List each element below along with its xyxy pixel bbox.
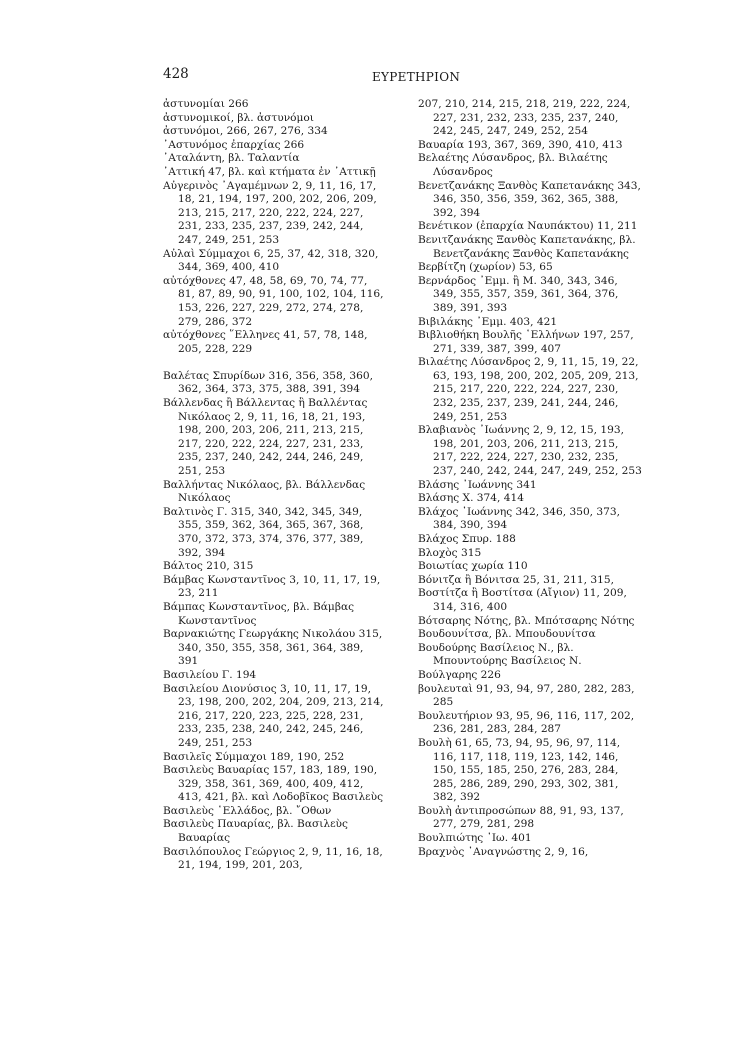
index-entry: Βάλτος 210, 315 xyxy=(163,560,254,573)
index-entry: Βελαέτης Λύσανδρος, βλ. Βιλαέτης Λύσανδρος xyxy=(418,152,608,178)
index-entry: Βάλλενδας ἢ Βάλλεντας ἢ Βαλλέντας Νικόλαος 2, 9, 11, 16, 18, 21, 193, 198, 200, 203, 206, 211, 213, 215, 217, 220, 222, 224, 227, 231, 233, 235, 237, 240, 242, 244, 246, 249, 251, 253 xyxy=(163,397,368,478)
index-entry: Βάμπας Κωνσταντῖνος, βλ. Βάμβας Κωνσταντῖνος xyxy=(163,600,355,627)
index-entry: Βιλαέτης Λύσανδρος 2, 9, 11, 15, 19, 22, 63, 193, 198, 200, 202, 205, 209, 213, 215, 217, 220, 222, 224, 227, 230, 232, 235, 237, 239, 241, 244, 246, 249, 251, 253 xyxy=(418,356,639,423)
index-entry: Βουλπιώτης ᾿Ιω. 401 xyxy=(418,832,532,845)
index-entry: Βραχνὸς ᾿Αναγνώστης 2, 9, 16, xyxy=(418,845,589,858)
index-entry: Βλάχος Σπυρ. 188 xyxy=(418,533,516,545)
index-entry: ἀστυνομικοί, βλ. ἀστυνόμοι xyxy=(163,111,314,124)
index-entry: Βούλγαρης 226 xyxy=(418,668,501,681)
index-entry: Βασιλεὺς Βαυαρίας 157, 183, 189, 190, 329, 358, 361, 369, 400, 409, 412, 413, 421, βλ. καὶ Λοδοβῖκος Βασιλεὺς xyxy=(163,764,384,804)
index-entry: Βενέτικον (ἐπαρχία Ναυπάκτου) 11, 211 xyxy=(418,220,638,233)
index-entry: Βλοχὸς 315 xyxy=(418,546,482,559)
index-entry: Βάμβας Κωνσταντῖνος 3, 10, 11, 17, 19, 23, 211 xyxy=(163,573,381,600)
index-entry: Βερνάρδος ᾿Εμμ. ἢ Μ. 340, 343, 346, 349, 355, 357, 359, 361, 364, 376, 389, 391, 393 xyxy=(418,274,619,314)
index-entry: ᾿Αστυνόμος ἐπαρχίας 266 xyxy=(163,138,305,151)
index-entry: 207, 210, 214, 215, 218, 219, 222, 224, 227, 231, 232, 233, 235, 237, 240, 242, 245, 247, 249, 252, 254 xyxy=(418,98,631,138)
index-entry: Βλαβιανὸς ᾿Ιωάννης 2, 9, 12, 15, 193, 198, 201, 203, 206, 211, 213, 215, 217, 222, 224, 227, 230, 232, 235, 237, 240, 242, 244, 247, 249, 252, 253 xyxy=(418,424,642,478)
index-entry: Βαρνακιώτης Γεωργάκης Νικολάου 315, 340, 350, 355, 358, 361, 364, 389, 391 xyxy=(163,628,383,668)
index-entry: Βασιλεῖς Σύμμαχοι 189, 190, 252 xyxy=(163,750,345,763)
index-entry: Βουλευτήριον 93, 95, 96, 116, 117, 202, 236, 281, 283, 284, 287 xyxy=(418,709,635,736)
index-entry: Βαυαρία 193, 367, 369, 390, 410, 413 xyxy=(418,138,623,151)
index-entry: ἀστυνόμοι, 266, 267, 276, 334 xyxy=(163,125,328,138)
index-entry: Βαλέτας Σπυρίδων 316, 356, 358, 360, 362, 364, 373, 375, 388, 391, 394 xyxy=(163,369,374,396)
index-entry: Βουλὴ 61, 65, 73, 94, 95, 96, 97, 114, 116, 117, 118, 119, 123, 142, 146, 150, 155, 185, 250, 276, 283, 284, 285, 286, 289, 290, 293, 302, 381, 382, 392 xyxy=(418,736,621,804)
letter-gap xyxy=(163,356,385,370)
index-entry: Βλάσης ᾿Ιωάννης 341 xyxy=(418,478,537,491)
index-entry: Βασιλείου Γ. 194 xyxy=(163,668,257,681)
index-entry: Αὐλαὶ Σύμμαχοι 6, 25, 37, 42, 318, 320, 344, 369, 400, 410 xyxy=(163,247,379,274)
index-entry: Αὐγερινὸς ᾿Αγαμέμνων 2, 9, 11, 16, 17, 18, 21, 194, 197, 200, 202, 206, 209, 213, 215, 217, 220, 222, 224, 227, 231, 233, 235, 237, 239, 242, 244, 247, 249, 251, 253 xyxy=(163,179,377,246)
index-entry: βουλευταὶ 91, 93, 94, 97, 280, 282, 283, 285 xyxy=(418,682,635,709)
index-entry: Βοιωτίας χωρία 110 xyxy=(418,560,528,573)
index-entry: Βενιτζανάκης Ξανθὸς Καπετανάκης, βλ. Βενετζανάκης Ξανθὸς Καπετανάκης xyxy=(418,233,636,260)
index-entry: Βόνιτζα ἢ Βόνιτσα 25, 31, 211, 315, xyxy=(418,573,614,586)
index-entry: Βοστίτζα ἢ Βοστίτσα (Αἴγιον) 11, 209, 314, 316, 400 xyxy=(418,587,627,613)
index-entry: Βιβλιοθήκη Βουλῆς ῾Ελλήνων 197, 257, 271, 339, 387, 399, 407 xyxy=(418,329,634,355)
index-entry: Βασιλείου Διονύσιος 3, 10, 11, 17, 19, 23, 198, 200, 202, 204, 209, 213, 214, 216, 217, 220, 223, 225, 228, 231, 233, 235, 238, 240, 242, 245, 246, 249, 251, 253 xyxy=(163,682,384,749)
index-entry: Βλάχος ᾿Ιωάννης 342, 346, 350, 373, 384, 390, 394 xyxy=(418,505,621,532)
index-entry: ᾿Αταλάντη, βλ. Ταλαντία xyxy=(163,152,300,165)
index-entry: Βασιλόπουλος Γεώργιος 2, 9, 11, 16, 18, 21, 194, 199, 201, 203, xyxy=(163,845,383,872)
index-entry: Βερβίτζη (χωρίον) 53, 65 xyxy=(418,261,553,274)
index-entry: αὐτόχθονες ῞Ελληνες 41, 57, 78, 148, 205, 228, 229 xyxy=(163,329,368,355)
index-entry: Βαλλήντας Νικόλαος, βλ. Βάλλενδας Νικόλαος xyxy=(163,478,366,505)
index-entry: αὐτόχθονες 47, 48, 58, 69, 70, 74, 77, 81, 87, 89, 90, 91, 100, 102, 104, 116, 153, 226, 227, 229, 272, 274, 278, 279, 286, 372 xyxy=(163,274,384,328)
index-entry: ᾿Αττική 47, βλ. καὶ κτήματα ἐν ᾿Αττικῇ xyxy=(163,165,376,178)
index-column-left xyxy=(163,98,385,873)
index-entry: Βουλὴ ἀντιπροσώπων 88, 91, 93, 137, 277, 279, 281, 298 xyxy=(418,804,624,831)
index-entry: ἀστυνομίαι 266 xyxy=(163,98,249,110)
index-entry: Βλάσης Χ. 374, 414 xyxy=(418,492,524,505)
index-column-right xyxy=(418,98,644,859)
index-entry: Βασιλεὺς ῾Ελλάδος, βλ. ῎Οθων xyxy=(163,804,332,817)
index-entry: Βενετζανάκης Ξανθὸς Καπετανάκης 343, 346, 350, 356, 359, 362, 365, 388, 392, 394 xyxy=(418,179,641,219)
index-entry: Βιβιλάκης ᾿Εμμ. 403, 421 xyxy=(418,315,558,328)
page-number: 428 xyxy=(163,66,189,82)
index-entry: Βαλτινὸς Γ. 315, 340, 342, 345, 349, 355, 359, 362, 364, 365, 367, 368, 370, 372, 373, 374, 376, 377, 389, 392, 394 xyxy=(163,505,364,559)
index-entry: Βουδούρης Βασίλειος Ν., βλ. Μπουντούρης Βασίλειος Ν. xyxy=(418,641,582,668)
index-entry: Βασιλεὺς Παυαρίας, βλ. Βασιλεὺς Βαυαρίας xyxy=(163,818,348,845)
index-entry: Βουδουνίτσα, βλ. Μπουδουνίτσα xyxy=(418,628,596,641)
index-entry: Βότσαρης Νότης, βλ. Μπότσαρης Νότης xyxy=(418,614,635,627)
running-head: ΕΥΡΕΤΗΡΙΟΝ xyxy=(372,70,461,84)
